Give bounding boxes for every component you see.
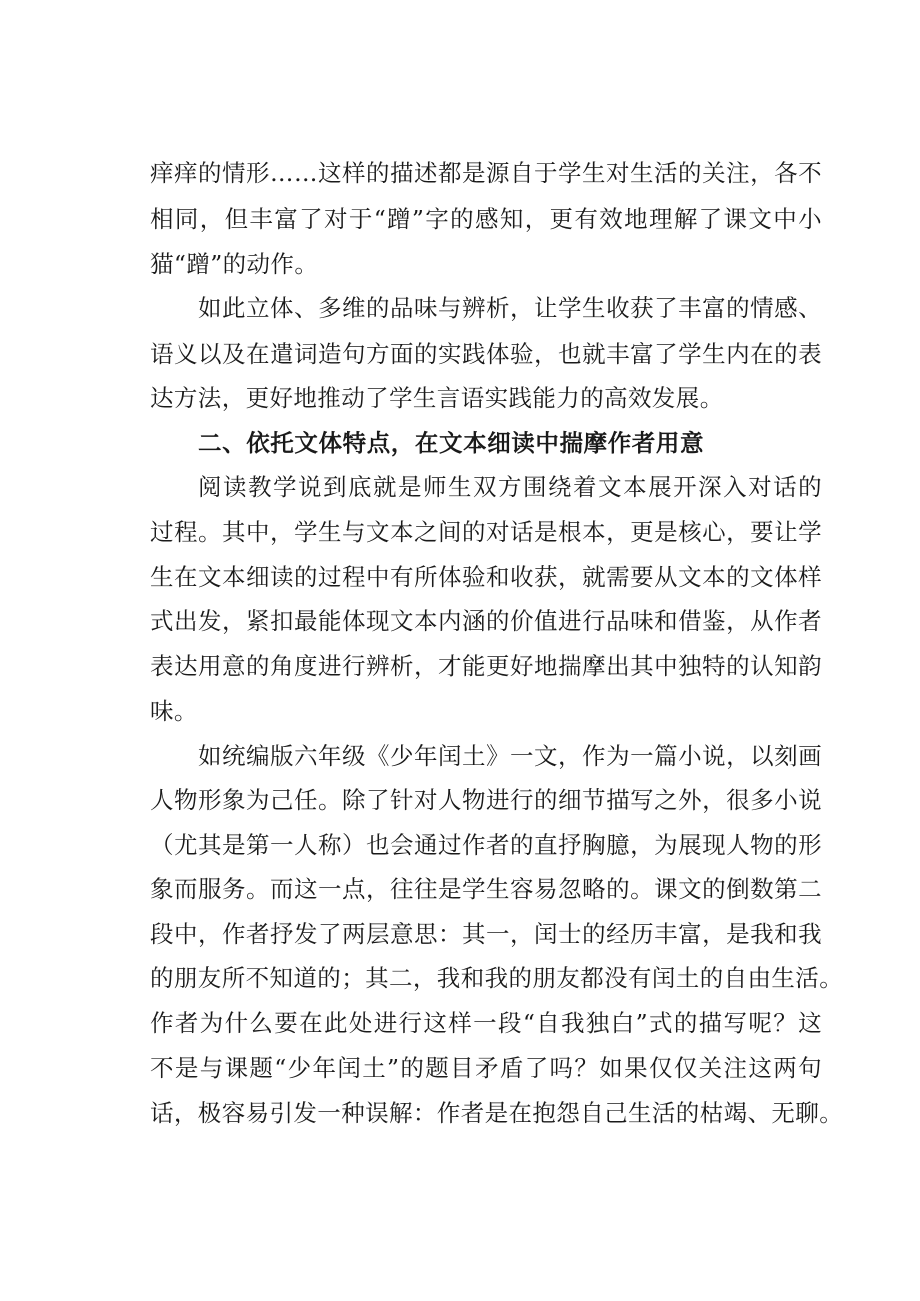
- paragraph-line: 猫“蹭”的动作。: [150, 250, 319, 278]
- paragraph-line: 不是与课题“少年闰土”的题目矛盾了吗？如果仅仅关注这两句: [150, 1054, 822, 1082]
- paragraph-line: 生在文本细读的过程中有所体验和收获，就需要从文本的文体样: [150, 563, 822, 591]
- paragraph-line: 达方法，更好地推动了学生言语实践能力的高效发展。: [150, 384, 724, 412]
- paragraph-line: 表达用意的角度进行辨析，才能更好地揣摩出其中独特的认知韵: [150, 652, 822, 680]
- paragraph-line: 人物形象为己任。除了针对人物进行的细节描写之外，很多小说: [150, 786, 822, 814]
- paragraph-line: 阅读教学说到底就是师生双方围绕着文本展开深入对话的: [198, 473, 822, 501]
- paragraph-line: 的朋友所不知道的；其二，我和我的朋友都没有闰土的自由生活。: [150, 964, 844, 992]
- paragraph-line: 式出发，紧扣最能体现文本内涵的价值进行品味和借鉴，从作者: [150, 607, 822, 635]
- paragraph-line: 话，极容易引发一种误解：作者是在抱怨自己生活的枯竭、无聊。: [150, 1099, 844, 1127]
- paragraph-line: 相同，但丰富了对于“蹭”字的感知，更有效地理解了课文中小: [150, 205, 822, 233]
- paragraph-line: 作者为什么要在此处进行这样一段“自我独白”式的描写呢？这: [150, 1009, 822, 1037]
- paragraph-line: 过程。其中，学生与文本之间的对话是根本，更是核心，要让学: [150, 518, 822, 546]
- paragraph-line: 如此立体、多维的品味与辨析，让学生收获了丰富的情感、: [198, 294, 822, 322]
- paragraph-line: 语义以及在遣词造句方面的实践体验，也就丰富了学生内在的表: [150, 340, 822, 368]
- paragraph-line: （尤其是第一人称）也会通过作者的直抒胸臆，为展现人物的形: [150, 831, 822, 859]
- paragraph-line: 味。: [150, 697, 198, 725]
- paragraph-line: 如统编版六年级《少年闰土》一文，作为一篇小说，以刻画: [198, 742, 822, 770]
- paragraph-line: 象而服务。而这一点，往往是学生容易忽略的。课文的倒数第二: [150, 875, 822, 903]
- paragraph-line: 痒痒的情形……这样的描述都是源自于学生对生活的关注，各不: [150, 159, 822, 187]
- section-heading: 二、依托文体特点，在文本细读中揣摩作者用意: [198, 429, 705, 457]
- paragraph-line: 段中，作者抒发了两层意思：其一，闰士的经历丰富，是我和我: [150, 920, 822, 948]
